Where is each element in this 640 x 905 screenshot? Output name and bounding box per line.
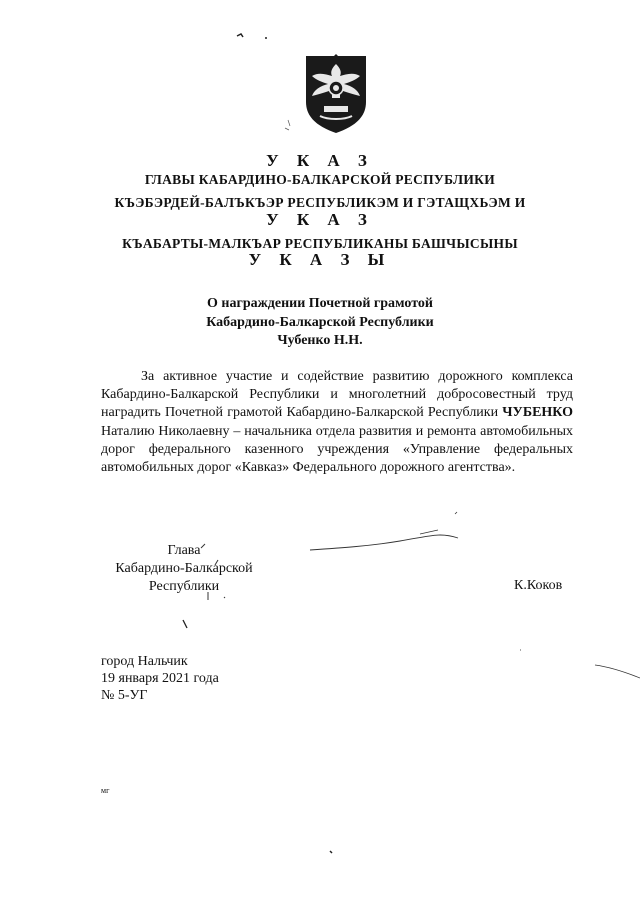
body-text-part-1: За активное участие и содействие развитию дорожного комплекса Кабардино-Балкарской Республики и многолетний добросовестный труд наградить Почетной грамотой Кабардино-Балкарской Республики (101, 369, 573, 421)
place-date-block (101, 653, 219, 704)
decree-title-kbd: У К А З (266, 210, 374, 229)
org-name-kbd: КЪЭБЭРДЕЙ-БАЛЪКЪЭР РЕСПУБЛИКЭМ И ГЭТАЩХЬЭМ И (114, 195, 526, 210)
subject-line-1: О награждении Почетной грамотой (207, 296, 433, 311)
city: город Нальчик (101, 654, 188, 669)
executor-initials: мг (101, 786, 110, 795)
decree-title-krc: У К А З Ы (248, 250, 392, 269)
signatory-position-line-3: Республики (148, 579, 220, 594)
coat-of-arms-emblem (302, 54, 370, 134)
signatory-position-line-2: Кабардино-Балкарской (115, 561, 253, 576)
body-text-part-2: Наталию Николаевну – начальника отдела развития и ремонта автомобильных дорог федерального казенного учреждения «Управление федеральных автомобильных дорог «Кавказ» Федерального дорожного агентства». (101, 423, 573, 476)
awardee-surname: ЧУБЕНКО (502, 405, 573, 421)
signatory-position-line-1: Глава (167, 543, 201, 558)
decree-number: № 5-УГ (101, 688, 148, 703)
signatory-name: К.Коков (514, 578, 563, 593)
decree-body (101, 368, 573, 477)
org-name-ru: ГЛАВЫ КАБАРДИНО-БАЛКАРСКОЙ РЕСПУБЛИКИ (144, 172, 496, 187)
subject-line-2: Кабардино-Балкарской Республики (206, 315, 434, 330)
org-name-krc: КЪАБАРТЫ-МАЛКЪАР РЕСПУБЛИКАНЫ БАШЧЫСЫНЫ (122, 236, 518, 251)
decree-title-ru: У К А З (266, 151, 374, 170)
decree-date: 19 января 2021 года (101, 671, 219, 686)
subject-line-3: Чубенко Н.Н. (277, 333, 363, 348)
signatory-position (104, 542, 264, 596)
